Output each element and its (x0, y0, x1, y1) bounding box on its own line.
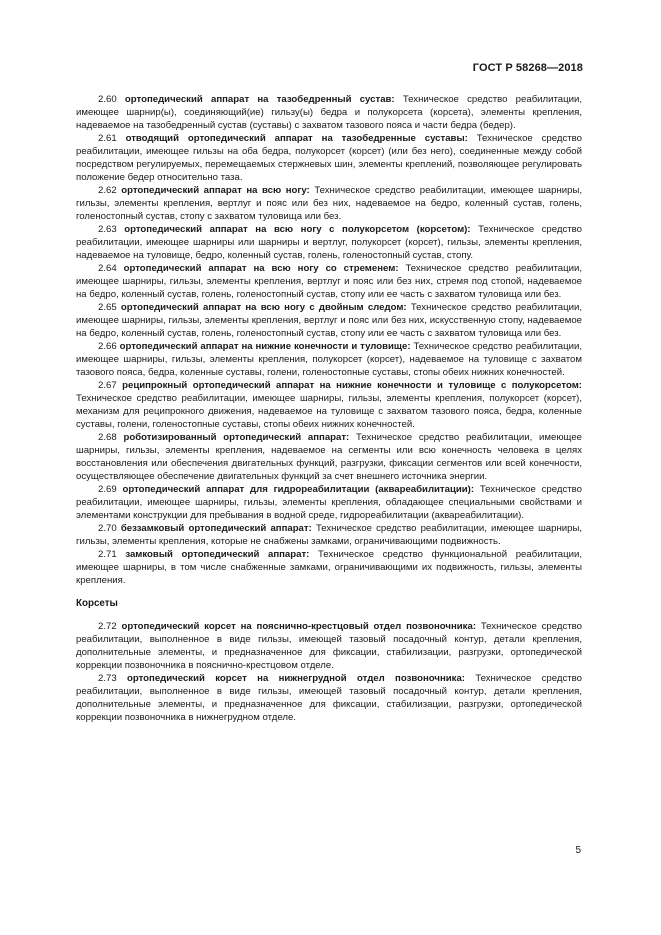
entry-definition: Техническое средство реабилитации, имеющее гильзы на оба бедра, полукорсет (корсет) (или без него), соединенные между собой посредством регулируемых, перемещаемых стержневых шин, элементы креплений, позволяющее регулировать положение бедер относительно таза. (76, 133, 582, 183)
term-entry (76, 522, 582, 548)
term-entry (76, 548, 582, 587)
entry-term: ортопедический аппарат на всю ногу с полукорсетом (корсетом): (124, 224, 471, 235)
entry-term: замковый ортопедический аппарат: (125, 549, 310, 560)
entry-term: ортопедический аппарат для гидрореабилитации (аквареабилитации): (122, 484, 475, 495)
entry-term: ортопедический аппарат на всю ногу: (121, 185, 310, 196)
entry-definition: Техническое средство реабилитации, имеющее шарниры, гильзы, элементы крепления, надеваемое на сегменты или всю конечность человека в целях восстановления или обеспечения двигательных функций, разгрузки, фиксации сегментов или всей конечности, осуществляющее обеспечение двигательных функций за счет внешнего источника энергии. (76, 432, 583, 482)
entry-number: 2.72 (98, 621, 117, 632)
term-entry (76, 340, 582, 379)
entry-number: 2.67 (98, 380, 117, 391)
entry-number: 2.61 (98, 133, 117, 144)
entry-term: отводящий ортопедический аппарат на тазобедренные суставы: (125, 133, 468, 144)
document-body (76, 93, 582, 724)
entry-number: 2.70 (98, 523, 117, 534)
term-entry (76, 620, 582, 672)
entry-term: ортопедический аппарат на тазобедренный сустав: (124, 94, 395, 105)
entry-definition: Техническое средство реабилитации, имеющее шарниры, гильзы, элементы крепления, вертлуг и пояс или без них, надеваемое на бедро, коленный сустав, голень, голеностопный сустав, стопу с захватом туловища или без. (76, 185, 583, 222)
entry-term: ортопедический аппарат на всю ногу со стременем: (123, 263, 399, 274)
entry-term: ортопедический корсет на нижнегрудной отдел позвоночника: (127, 673, 465, 684)
entry-number: 2.65 (98, 302, 117, 313)
entry-number: 2.64 (98, 263, 117, 274)
entries-list-apparatus (76, 93, 582, 587)
entry-definition: Техническое средство реабилитации, имеющее шарниры, гильзы, элементы крепления, вертлуг и пояс или без них, стремя под стопой, надеваемое на бедро, коленный сустав, голень, голеностопный сустав, стопу или ее часть с захватом туловища или без. (76, 263, 582, 300)
term-entry (76, 483, 582, 522)
entry-definition: Техническое средство реабилитации, имеющее шарнир(ы), соединяющий(ие) гильзу(ы) бедра и полукорсета (корсета), элементы крепления, надеваемое на тазобедренный сустав (суставы) с захватом тазового пояса и части бедра (бедер). (76, 94, 583, 131)
entry-definition: Техническое средство реабилитации, имеющее шарниры, гильзы, элементы крепления, вертлуг и пояс или без них, искусственную стопу, надеваемое на бедро, коленный сустав, голень, голеностопный сустав, стопу или ее часть с захватом туловища или без. (76, 302, 582, 339)
term-entry (76, 93, 582, 132)
entry-number: 2.62 (98, 185, 117, 196)
entry-number: 2.71 (98, 549, 117, 560)
term-entry (76, 132, 582, 184)
standard-designation: ГОСТ Р 58268—2018 (472, 62, 583, 74)
entry-definition: Техническое средство реабилитации, имеющее шарниры, гильзы, элементы крепления, полукорсет (корсет), механизм для реципрокного движения, надеваемое на туловище с захватом тазового пояса, бедра, коленные суставы, голени, голеностопные суставы, стопы обеих нижних конечностей. (76, 393, 582, 430)
entry-definition: Техническое средство реабилитации, имеющее шарниры или шарниры и вертлуг, полукорсет (корсет), гильзы, элементы крепления, надеваемое на туловище, бедро, коленный сустав, голень, голеностопный сустав, стопу. (76, 224, 582, 261)
entry-term: ортопедический корсет на пояснично-крестцовый отдел позвоночника: (121, 621, 477, 632)
term-entry (76, 184, 582, 223)
entry-definition: Техническое средство реабилитации, имеющее шарниры, гильзы, элементы крепления, которые не снабжены замками, ограничивающими подвижность. (76, 523, 583, 547)
entry-number: 2.69 (98, 484, 117, 495)
entry-definition: Техническое средство реабилитации, выполненное в виде гильзы, имеющей тазовый посадочный контур, детали крепления, дополнительные элементы, и предназначенное для фиксации, стабилизации, разгрузки, ортопедической коррекции позвоночника в пояснично-крестцовом отделе. (76, 621, 583, 671)
entries-list-corsets (76, 620, 582, 724)
term-entry (76, 379, 582, 431)
entry-term: ортопедический аппарат на нижние конечности и туловище: (119, 341, 411, 352)
entry-term: ортопедический аппарат на всю ногу с двойным следом: (120, 302, 407, 313)
entry-definition: Техническое средство реабилитации, имеющее шарниры, гильзы, элементы крепления, полукорсет (корсет), надеваемое на туловище с захватом тазового пояса, бедра, коленные суставы, голени, голеностопные суставы, стопы обеих нижних конечностей. (76, 341, 583, 378)
entry-definition: Техническое средство реабилитации, выполненное в виде гильзы, имеющей тазовый посадочный контур, детали крепления, дополнительные элементы, и предназначенное для фиксации, стабилизации, разгрузки, ортопедической коррекции позвоночника в нижнегрудном отделе. (76, 673, 583, 723)
section-heading: Корсеты (76, 598, 118, 609)
entry-number: 2.63 (98, 224, 117, 235)
entry-definition: Техническое средство функциональной реабилитации, имеющее шарниры, в том числе снабженные замками, ограничивающими их подвижность, гильзы, элементы крепления. (76, 549, 583, 586)
entry-term: реципрокный ортопедический аппарат на нижние конечности и туловище с полукорсетом: (122, 380, 582, 391)
entry-term: беззамковый ортопедический аппарат: (120, 523, 312, 534)
term-entry (76, 223, 582, 262)
term-entry (76, 431, 582, 483)
term-entry (76, 672, 582, 724)
page-number: 5 (575, 845, 581, 856)
term-entry (76, 262, 582, 301)
entry-number: 2.68 (98, 432, 117, 443)
entry-number: 2.73 (98, 673, 117, 684)
entry-number: 2.66 (98, 341, 117, 352)
entry-term: роботизированный ортопедический аппарат: (123, 432, 350, 443)
entry-number: 2.60 (98, 94, 117, 105)
entry-definition: Техническое средство реабилитации, имеющее шарниры, гильзы, элементы крепления, обладающее специальными свойствами и элементами конструкции для пребывания в водной среде, гидрореабилитации (аквареабилитации). (76, 484, 582, 521)
term-entry (76, 301, 582, 340)
